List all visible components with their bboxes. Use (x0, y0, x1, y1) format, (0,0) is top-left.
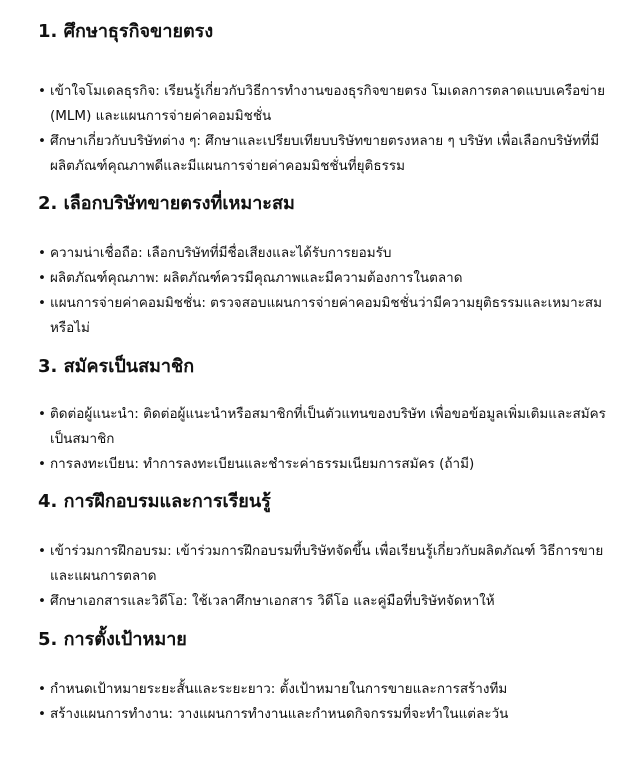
section-4 (38, 490, 614, 614)
list-item: • เข้าใจโมเดลธุรกิจ: เรียนรู้เกี่ยวกับวิธีการทำงานของธุรกิจขายตรง โมเดลการตลาดแบบเครือข่าย (MLM) และแผนการจ่ายค่าคอมมิชชั่น (38, 79, 614, 129)
bullet-list (38, 402, 614, 477)
section-title: 1. ศึกษาธุรกิจขายตรง (38, 21, 214, 42)
list-item: • แผนการจ่ายค่าคอมมิชชั่น: ตรวจสอบแผนการจ่ายค่าคอมมิชชั่นว่ามีความยุติธรรมและเหมาะสมหรือไม่ (38, 291, 614, 341)
bullet-list (38, 539, 614, 614)
list-item: • ติดต่อผู้แนะนำ: ติดต่อผู้แนะนำหรือสมาชิกที่เป็นตัวแทนของบริษัท เพื่อขอข้อมูลเพิ่มเติมและสมัครเป็นสมาชิก (38, 402, 614, 452)
list-item: • ศึกษาเอกสารและวิดีโอ: ใช้เวลาศึกษาเอกสาร วิดีโอ และคู่มือที่บริษัทจัดหาให้ (38, 589, 614, 614)
bullet-list (38, 677, 614, 727)
section-2 (38, 192, 614, 341)
list-item: • การลงทะเบียน: ทำการลงทะเบียนและชำระค่าธรรมเนียมการสมัคร (ถ้ามี) (38, 452, 614, 477)
bullet-list (38, 241, 614, 341)
section-title: 4. การฝึกอบรมและการเรียนรู้ (38, 491, 271, 512)
section-1 (38, 20, 614, 179)
list-item: • ศึกษาเกี่ยวกับบริษัทต่าง ๆ: ศึกษาและเปรียบเทียบบริษัทขายตรงหลาย ๆ บริษัท เพื่อเลือกบริษัทที่มีผลิตภัณฑ์คุณภาพดีและมีแผนการจ่ายค่าคอมมิชชั่นที่ยุติธรรม (38, 129, 614, 179)
bullet-list (38, 79, 614, 179)
list-item: • เข้าร่วมการฝึกอบรม: เข้าร่วมการฝึกอบรมที่บริษัทจัดขึ้น เพื่อเรียนรู้เกี่ยวกับผลิตภัณฑ์ วิธีการขาย และแผนการตลาด (38, 539, 614, 589)
list-item: • สร้างแผนการทำงาน: วางแผนการทำงานและกำหนดกิจกรรมที่จะทำในแต่ละวัน (38, 702, 614, 727)
section-title: 3. สมัครเป็นสมาชิก (38, 356, 195, 377)
section-title: 5. การตั้งเป้าหมาย (38, 629, 187, 650)
list-item: • กำหนดเป้าหมายระยะสั้นและระยะยาว: ตั้งเป้าหมายในการขายและการสร้างทีม (38, 677, 614, 702)
section-3 (38, 355, 614, 477)
list-item: • ความน่าเชื่อถือ: เลือกบริษัทที่มีชื่อเสียงและได้รับการยอมรับ (38, 241, 614, 266)
section-title: 2. เลือกบริษัทขายตรงที่เหมาะสม (38, 193, 295, 214)
section-5 (38, 628, 614, 727)
list-item: • ผลิตภัณฑ์คุณภาพ: ผลิตภัณฑ์ควรมีคุณภาพและมีความต้องการในตลาด (38, 266, 614, 291)
